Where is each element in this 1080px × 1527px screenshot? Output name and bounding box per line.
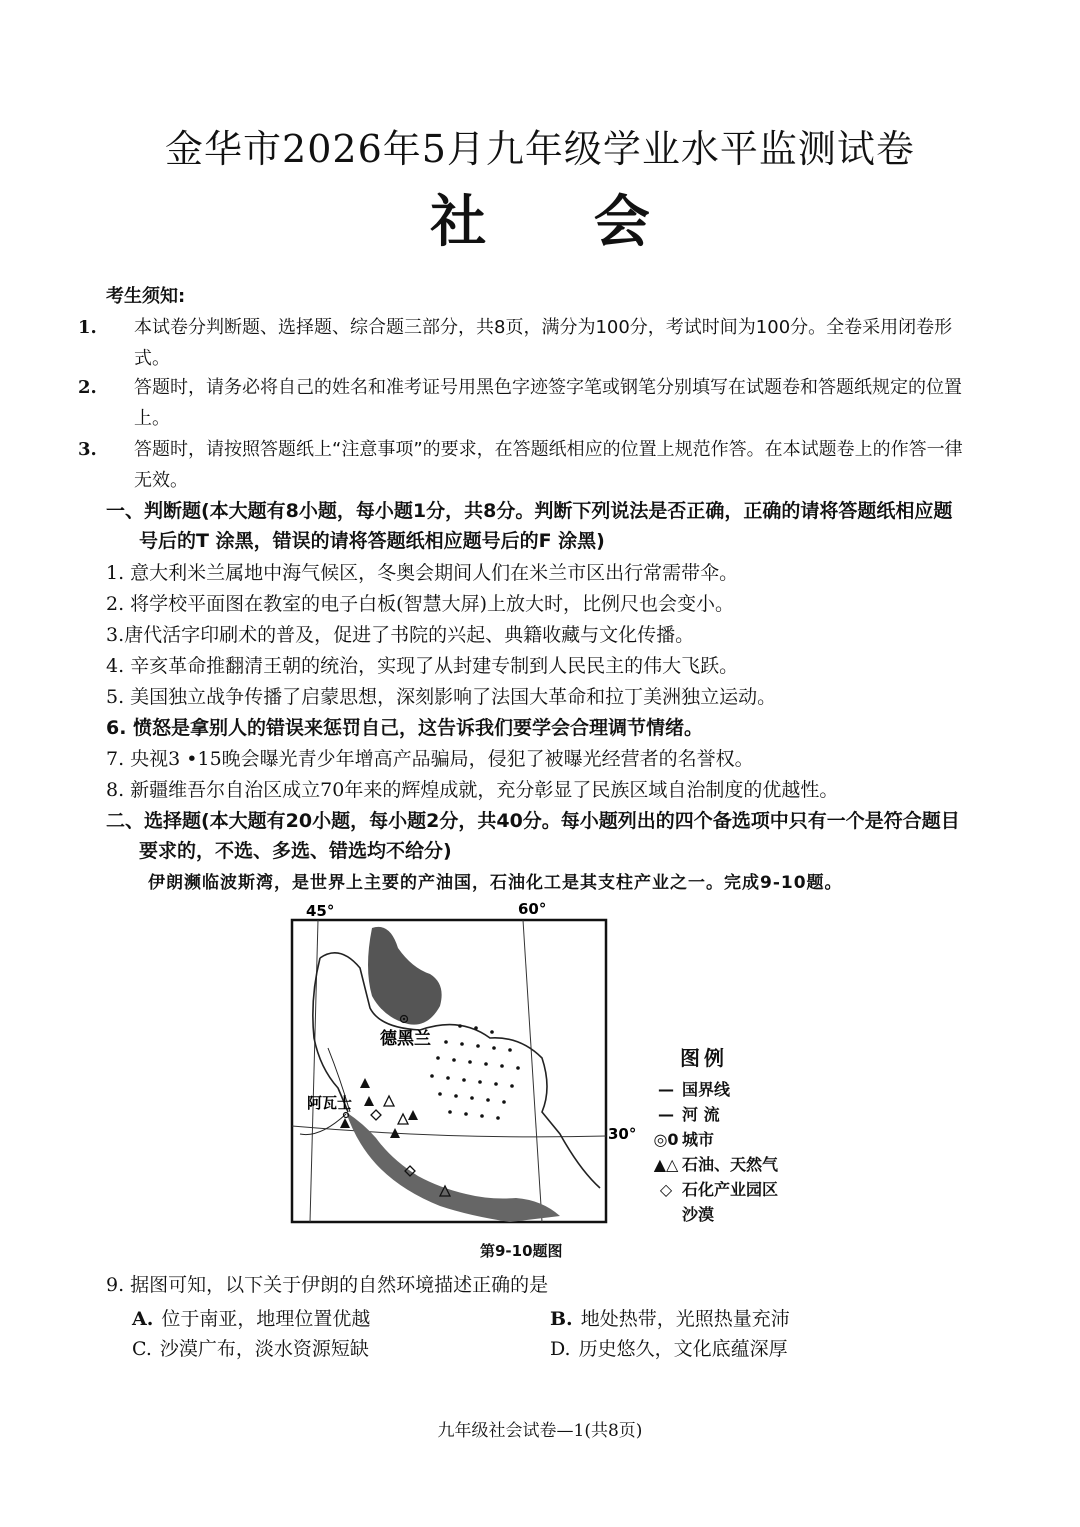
iran-map-svg <box>280 898 640 1238</box>
question-8: 8. 新疆维吾尔自治区成立70年来的辉煌成就，充分彰显了民族区域自治制度的优越性。 <box>106 779 839 801</box>
legend-item-city: ◎0 城市 <box>653 1130 715 1149</box>
legend-title: 图例 <box>680 1046 728 1070</box>
lat-label-30: 30° <box>608 1125 637 1143</box>
question-9-stem: 9. 据图可知，以下关于伊朗的自然环境描述正确的是 <box>106 1274 549 1296</box>
persian-gulf <box>346 1112 560 1222</box>
legend-item-petrochemical: ◇ 石化产业园区 <box>659 1180 779 1199</box>
legend-item-desert: 沙漠 <box>682 1205 715 1224</box>
ahvaz-label: 阿瓦士 <box>307 1094 353 1112</box>
option-c: C. 沙漠广布，淡水资源短缺 <box>132 1338 369 1360</box>
question-4: 4. 辛亥革命推翻清王朝的统治，实现了从封建专制到人民民主的伟大飞跃。 <box>106 655 739 677</box>
notice-item: 2. 答题时，请务必将自己的姓名和准考证号用黑色字迹签字笔或钢笔分别填写在试题卷和答题纸规定的位置上。 <box>78 377 962 429</box>
page-footer: 九年级社会试卷—1(共8页) <box>437 1421 643 1441</box>
map-legend <box>650 1042 830 1227</box>
question-5: 5. 美国独立战争传播了启蒙思想，深刻影响了法国大革命和拉丁美洲独立运动。 <box>106 686 777 708</box>
legend-item-border: — 国界线 <box>658 1080 731 1099</box>
option-d: D. 历史悠久，文化底蕴深厚 <box>550 1338 788 1360</box>
section-heading-true-false: 一、判断题(本大题有8小题，每小题1分，共8分。判断下列说法是否正确，正确的请将答题纸相应题号后的T 涂黑，错误的请将答题纸相应题号后的F 涂黑) <box>106 500 953 552</box>
meridian-60 <box>523 920 542 1222</box>
national-border <box>313 953 600 1188</box>
question-7: 7. 央视3 •15晚会曝光青少年增高产品骗局，侵犯了被曝光经营者的名誉权。 <box>106 748 754 770</box>
caspian-sea <box>368 927 442 1025</box>
map-caption: 第9-10题图 <box>480 1242 563 1260</box>
section-heading-choice: 二、选择题(本大题有20小题，每小题2分，共40分。每小题列出的四个备选项中只有一个是符合题目要求的，不选、多选、错选均不给分) <box>106 810 960 862</box>
iran-map <box>280 898 640 1238</box>
subject-title: 社 会 <box>430 189 694 255</box>
legend-item-river: — 河 流 <box>658 1105 720 1124</box>
tehran-label: 德黑兰 <box>380 1029 431 1049</box>
option-a: A. 位于南亚，地理位置优越 <box>132 1308 371 1330</box>
question-6: 6. 愤怒是拿别人的错误来惩罚自己，这告诉我们要学会合理调节情绪。 <box>106 717 704 739</box>
question-3: 3.唐代活字印刷术的普及，促进了书院的兴起、典籍收藏与文化传播。 <box>106 624 695 646</box>
lon-label-45: 45° <box>306 902 335 920</box>
notice-item: 3. 答题时，请按照答题纸上“注意事项”的要求，在答题纸相应的位置上规范作答。在本试题卷上的作答一律无效。 <box>78 439 963 491</box>
lon-label-60: 60° <box>518 900 547 918</box>
river <box>300 1114 346 1135</box>
question-1: 1. 意大利米兰属地中海气候区，冬奥会期间人们在米兰市区出行常需带伞。 <box>106 562 739 584</box>
notice-heading: 考生须知: <box>106 286 186 307</box>
meridian-45 <box>310 920 318 1222</box>
choice-intro: 伊朗濒临波斯湾，是世界上主要的产油国，石油化工是其支柱产业之一。完成9-10题。 <box>148 873 843 893</box>
question-2: 2. 将学校平面图在教室的电子白板(智慧大屏)上放大时，比例尺也会变小。 <box>106 593 734 615</box>
exam-title: 金华市2026年5月九年级学业水平监测试卷 <box>165 127 915 171</box>
map-frame <box>292 920 606 1222</box>
notice-item: 1. 本试卷分判断题、选择题、综合题三部分，共8页，满分为100分，考试时间为100分。全卷采用闭卷形式。 <box>78 317 953 369</box>
option-b: B. 地处热带，光照热量充沛 <box>550 1308 790 1330</box>
legend-item-oil-gas: ▲△ 石油、天然气 <box>653 1155 779 1174</box>
